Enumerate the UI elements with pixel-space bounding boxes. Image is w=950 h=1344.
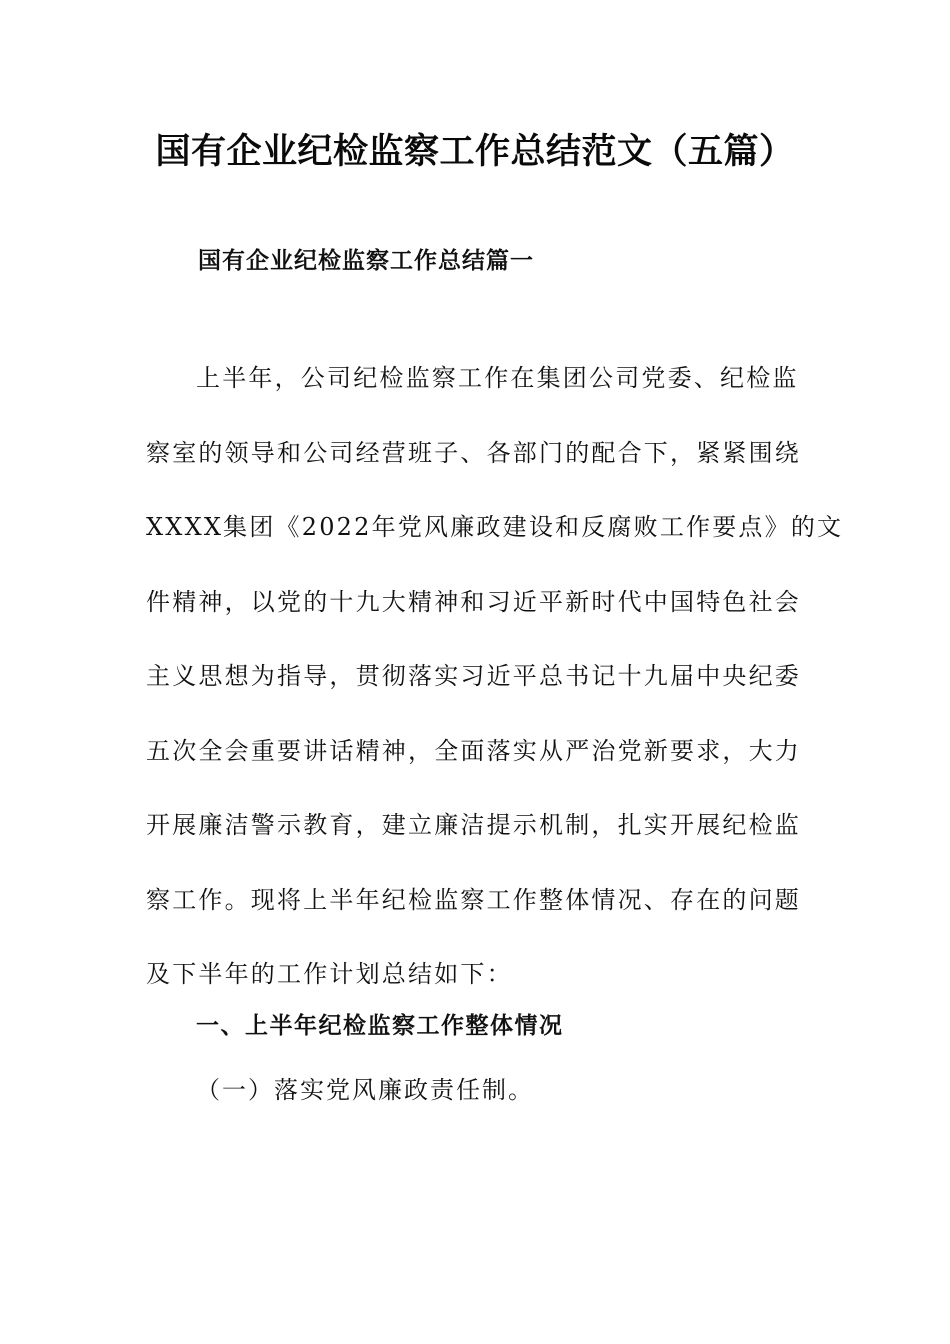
paragraph-line: XXXX集团《2022年党风廉政建设和反腐败工作要点》的文 (146, 513, 844, 541)
paragraph-line: 察工作。现将上半年纪检监察工作整体情况、存在的问题 (146, 885, 801, 914)
paragraph-line: 上半年，公司纪检监察工作在集团公司党委、纪检监 (196, 364, 799, 392)
paragraph-line: 开展廉洁警示教育，建立廉洁提示机制，扎实开展纪检监 (146, 811, 801, 839)
paragraph-line: 件精神，以党的十九大精神和习近平新时代中国特色社会 (146, 587, 801, 616)
paragraph-line: 察室的领导和公司经营班子、各部门的配合下，紧紧围绕 (146, 438, 801, 467)
heading-level-1: 一、上半年纪检监察工作整体情况 (196, 1013, 564, 1039)
paragraph-line: 主义思想为指导，贯彻落实习近平总书记十九届中央纪委 (146, 662, 801, 690)
section-title: 国有企业纪检监察工作总结篇一 (198, 248, 534, 274)
body-paragraph (146, 341, 844, 1012)
document-title: 国有企业纪检监察工作总结范文（五篇） (155, 132, 795, 172)
paragraph-line: 五次全会重要讲话精神，全面落实从严治党新要求，大力 (146, 736, 801, 765)
paragraph-line: 及下半年的工作计划总结如下： (146, 960, 513, 988)
sub-heading-item: （一）落实党风廉政责任制。 (196, 1076, 534, 1104)
